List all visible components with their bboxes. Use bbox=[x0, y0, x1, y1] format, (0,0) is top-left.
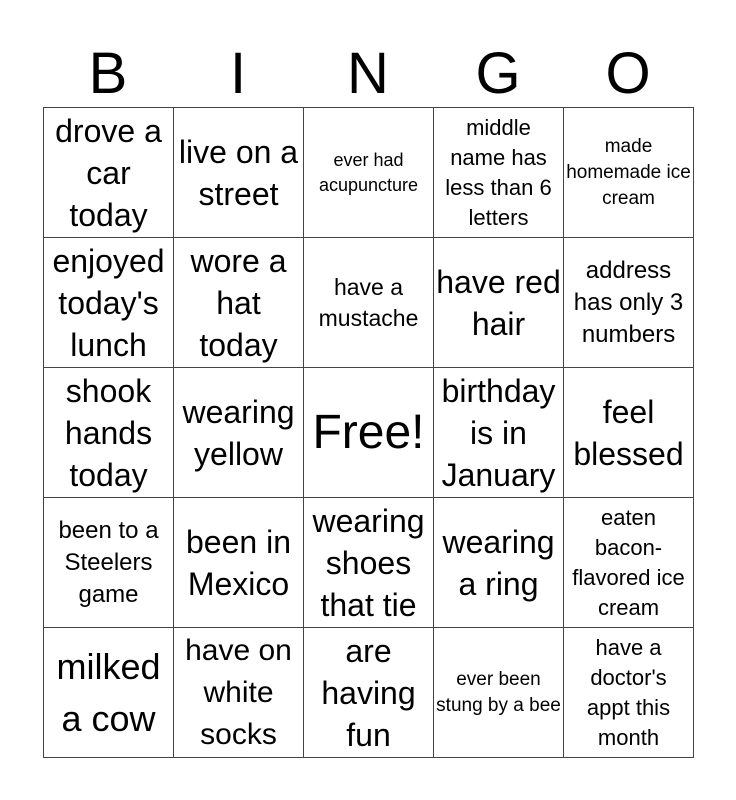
bingo-cell[interactable] bbox=[564, 498, 694, 628]
cell-text: birthday is in January bbox=[441, 372, 556, 493]
cell-text: made homemade ice cream bbox=[566, 135, 691, 209]
cell-text: ever had acupuncture bbox=[318, 149, 419, 195]
bingo-cell[interactable] bbox=[44, 498, 174, 628]
cell-text: live on a street bbox=[178, 133, 299, 212]
board-row bbox=[44, 498, 694, 628]
bingo-cell[interactable] bbox=[174, 498, 304, 628]
cell-text: have a doctor's appt this month bbox=[586, 634, 671, 750]
header-letter-n: N bbox=[347, 41, 389, 106]
bingo-cell[interactable] bbox=[44, 238, 174, 368]
bingo-cell[interactable] bbox=[174, 238, 304, 368]
cell-text: wore a hat today bbox=[190, 242, 287, 363]
bingo-cell[interactable] bbox=[44, 628, 174, 758]
bingo-cell[interactable] bbox=[174, 368, 304, 498]
bingo-cell[interactable] bbox=[564, 368, 694, 498]
bingo-cell[interactable] bbox=[564, 108, 694, 238]
board-row bbox=[44, 108, 694, 238]
cell-text: middle name has less than 6 letters bbox=[445, 114, 552, 230]
bingo-cell[interactable] bbox=[44, 108, 174, 238]
bingo-cell[interactable] bbox=[304, 238, 434, 368]
bingo-cell[interactable] bbox=[434, 108, 564, 238]
cell-text: Free! bbox=[312, 405, 425, 459]
board-row bbox=[44, 368, 694, 498]
cell-text: wearing shoes that tie bbox=[312, 502, 425, 623]
bingo-cell[interactable] bbox=[174, 108, 304, 238]
header-letter-b: B bbox=[88, 41, 128, 106]
cell-text: been to a Steelers game bbox=[58, 516, 159, 608]
header-letter-g: G bbox=[475, 41, 521, 106]
cell-text: are having fun bbox=[321, 632, 416, 753]
bingo-cell[interactable] bbox=[564, 628, 694, 758]
cell-text: have red hair bbox=[436, 263, 561, 342]
cell-text: eaten bacon-flavored ice cream bbox=[572, 504, 685, 620]
cell-text: have a mustache bbox=[318, 273, 419, 331]
bingo-cell[interactable] bbox=[434, 628, 564, 758]
bingo-cell[interactable] bbox=[174, 628, 304, 758]
bingo-cell[interactable] bbox=[434, 368, 564, 498]
bingo-cell[interactable] bbox=[564, 238, 694, 368]
header-letter-o: O bbox=[605, 41, 651, 106]
cell-text: have on white socks bbox=[185, 633, 292, 751]
cell-text: been in Mexico bbox=[186, 523, 291, 602]
bingo-cell[interactable] bbox=[304, 108, 434, 238]
cell-text: wearing yellow bbox=[182, 393, 295, 472]
board-row bbox=[44, 238, 694, 368]
cell-text: address has only 3 numbers bbox=[573, 256, 684, 348]
cell-text: milked a cow bbox=[56, 645, 161, 739]
bingo-cell[interactable] bbox=[434, 498, 564, 628]
board-row bbox=[44, 628, 694, 758]
bingo-header bbox=[43, 40, 693, 108]
bingo-cell[interactable] bbox=[304, 498, 434, 628]
cell-text: drove a car today bbox=[55, 112, 162, 233]
header-letter-i: I bbox=[229, 41, 247, 106]
cell-text: ever been stung by a bee bbox=[436, 668, 561, 716]
cell-text: enjoyed today's lunch bbox=[52, 242, 165, 363]
bingo-board bbox=[43, 107, 694, 758]
bingo-cell[interactable] bbox=[44, 368, 174, 498]
bingo-cell[interactable] bbox=[304, 628, 434, 758]
bingo-cell[interactable] bbox=[434, 238, 564, 368]
cell-text: wearing a ring bbox=[442, 523, 555, 602]
free-cell[interactable] bbox=[304, 368, 434, 498]
cell-text: shook hands today bbox=[64, 372, 153, 493]
cell-text: feel blessed bbox=[573, 393, 684, 472]
